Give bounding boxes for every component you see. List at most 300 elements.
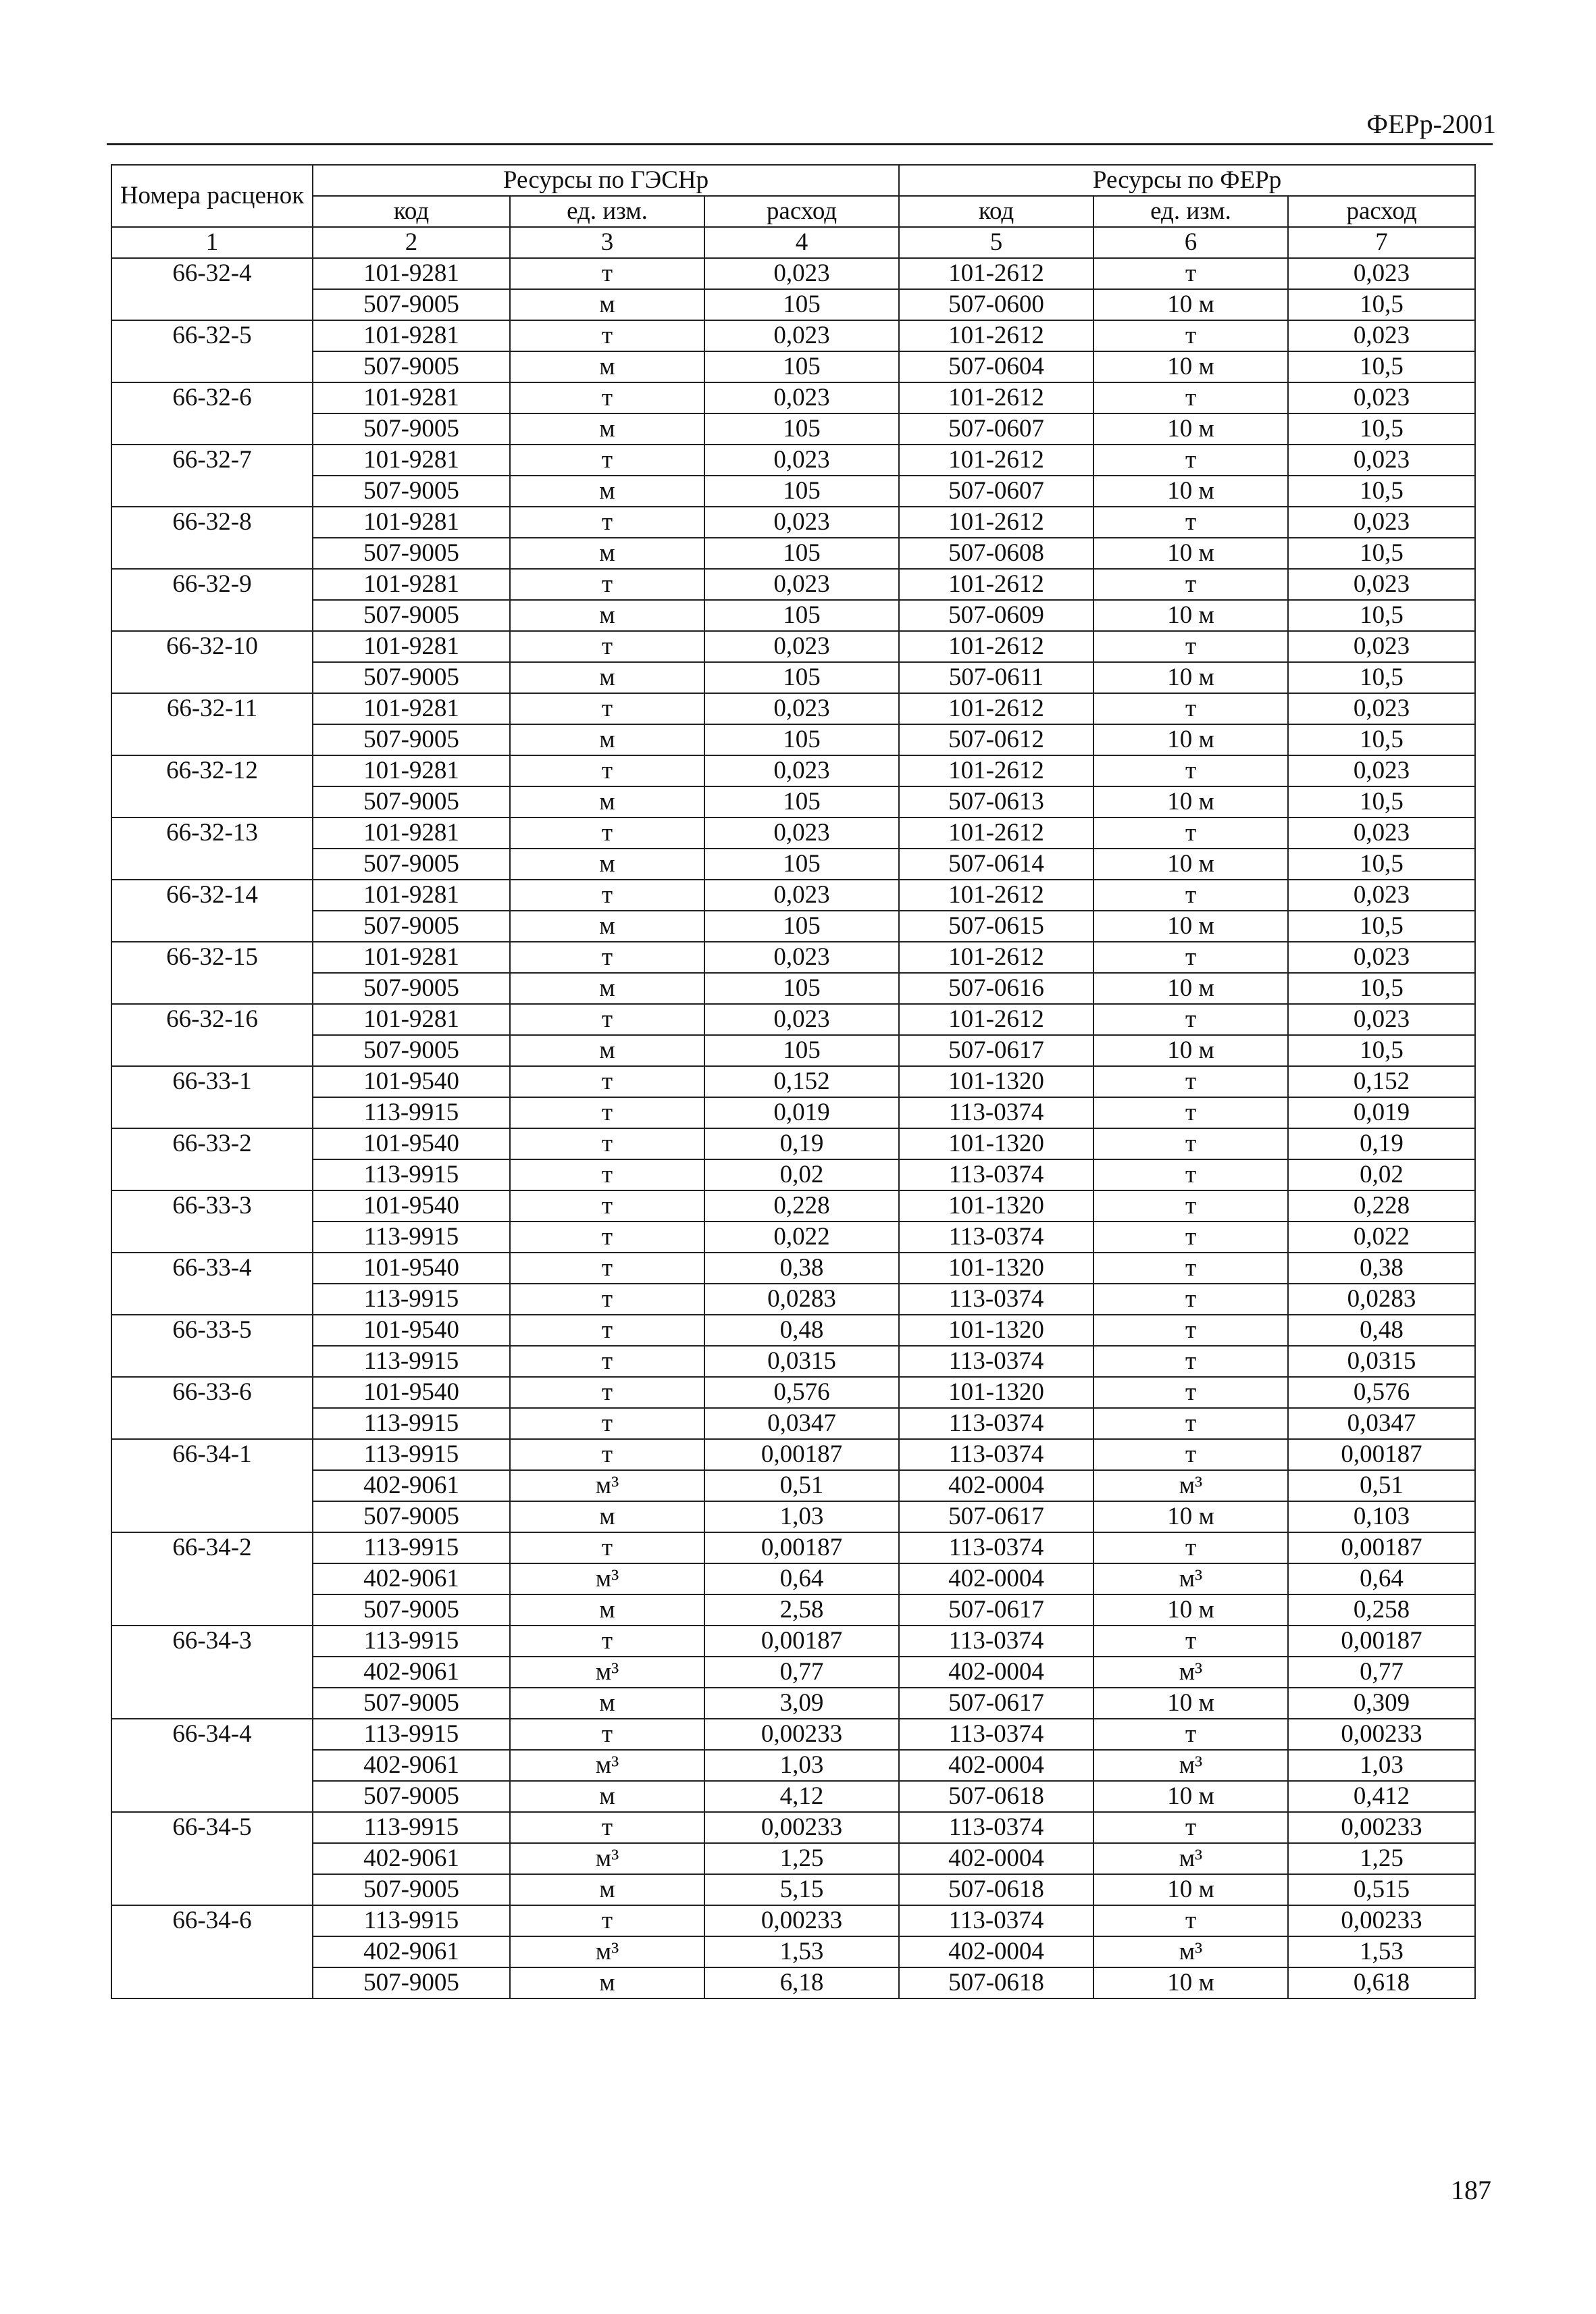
fer-unit-cell: т [1093,1190,1288,1222]
table-row [111,1284,1475,1315]
table-row [111,1719,1475,1750]
gesn-unit-cell: т [510,1159,704,1190]
rate-number-cell: 66-32-16 [111,1004,313,1066]
fer-unit-cell: т [1093,1812,1288,1843]
gesn-code-cell: 101-9540 [313,1190,510,1222]
gesn-code-cell: 101-9281 [313,880,510,911]
gesn-code-cell: 101-9281 [313,320,510,351]
rate-number-cell: 66-33-3 [111,1190,313,1253]
fer-amount-cell: 0,02 [1288,1159,1475,1190]
fer-unit-cell: т [1093,507,1288,538]
fer-amount-cell: 0,00233 [1288,1905,1475,1936]
gesn-unit-cell: т [510,942,704,973]
rate-number-cell: 66-32-8 [111,507,313,569]
gesn-amount-cell: 105 [704,289,899,320]
rate-number-cell: 66-32-6 [111,382,313,445]
gesn-code-cell: 101-9281 [313,1004,510,1035]
fer-code-cell: 402-0004 [899,1470,1093,1501]
fer-amount-cell: 1,25 [1288,1843,1475,1874]
gesn-unit-cell: т [510,1626,704,1657]
fer-amount-cell: 0,023 [1288,320,1475,351]
fer-code-cell: 113-0374 [899,1159,1093,1190]
table-row [111,600,1475,631]
rate-number-cell: 66-33-4 [111,1253,313,1315]
fer-code-cell: 507-0609 [899,600,1093,631]
head-gesn-resources: Ресурсы по ГЭСНр [313,165,899,196]
gesn-code-cell: 113-9915 [313,1532,510,1563]
table-row [111,538,1475,569]
gesn-code-cell: 507-9005 [313,911,510,942]
table-row [111,1657,1475,1688]
gesn-amount-cell: 105 [704,849,899,880]
fer-code-cell: 101-2612 [899,382,1093,413]
fer-amount-cell: 0,103 [1288,1501,1475,1532]
fer-code-cell: 113-0374 [899,1408,1093,1439]
table-row [111,1532,1475,1563]
gesn-code-cell: 507-9005 [313,849,510,880]
gesn-unit-cell: т [510,1439,704,1470]
gesn-amount-cell: 1,25 [704,1843,899,1874]
gesn-amount-cell: 0,19 [704,1128,899,1159]
fer-amount-cell: 0,023 [1288,1004,1475,1035]
fer-amount-cell: 0,0315 [1288,1346,1475,1377]
fer-unit-cell: 10 м [1093,1035,1288,1066]
head-gesn-unit: ед. изм. [510,196,704,227]
gesn-unit-cell: т [510,1905,704,1936]
table-row [111,693,1475,724]
table-row [111,755,1475,786]
gesn-unit-cell: т [510,1408,704,1439]
gesn-code-cell: 113-9915 [313,1408,510,1439]
fer-unit-cell: м³ [1093,1843,1288,1874]
fer-unit-cell: 10 м [1093,1781,1288,1812]
table-row [111,351,1475,382]
fer-code-cell: 507-0611 [899,662,1093,693]
fer-code-cell: 507-0607 [899,476,1093,507]
fer-amount-cell: 0,023 [1288,569,1475,600]
fer-unit-cell: т [1093,382,1288,413]
gesn-unit-cell: т [510,693,704,724]
fer-unit-cell: т [1093,1128,1288,1159]
gesn-amount-cell: 0,023 [704,258,899,289]
gesn-amount-cell: 105 [704,476,899,507]
fer-code-cell: 507-0618 [899,1874,1093,1905]
gesn-unit-cell: т [510,1346,704,1377]
fer-unit-cell: м³ [1093,1657,1288,1688]
fer-amount-cell: 0,023 [1288,880,1475,911]
fer-code-cell: 101-2612 [899,755,1093,786]
table-row [111,476,1475,507]
fer-code-cell: 507-0618 [899,1781,1093,1812]
gesn-unit-cell: м [510,1874,704,1905]
table-row [111,1563,1475,1594]
fer-unit-cell: т [1093,1315,1288,1346]
gesn-amount-cell: 105 [704,911,899,942]
table-row [111,1626,1475,1657]
fer-amount-cell: 0,77 [1288,1657,1475,1688]
gesn-amount-cell: 105 [704,724,899,755]
gesn-unit-cell: м [510,351,704,382]
gesn-unit-cell: т [510,1128,704,1159]
rate-number-cell: 66-33-2 [111,1128,313,1190]
fer-amount-cell: 0,152 [1288,1066,1475,1097]
table-row [111,1905,1475,1936]
gesn-code-cell: 402-9061 [313,1936,510,1967]
fer-amount-cell: 10,5 [1288,786,1475,818]
gesn-code-cell: 507-9005 [313,413,510,445]
gesn-code-cell: 101-9281 [313,569,510,600]
gesn-amount-cell: 0,00187 [704,1439,899,1470]
gesn-amount-cell: 0,00233 [704,1905,899,1936]
gesn-amount-cell: 105 [704,538,899,569]
gesn-amount-cell: 0,023 [704,755,899,786]
gesn-amount-cell: 105 [704,973,899,1004]
gesn-unit-cell: т [510,1377,704,1408]
gesn-code-cell: 101-9540 [313,1315,510,1346]
gesn-amount-cell: 0,023 [704,320,899,351]
gesn-code-cell: 101-9540 [313,1253,510,1284]
header-rule [107,143,1493,145]
rate-number-cell: 66-34-2 [111,1532,313,1626]
fer-amount-cell: 0,515 [1288,1874,1475,1905]
fer-code-cell: 101-2612 [899,818,1093,849]
table-row [111,724,1475,755]
table-row [111,880,1475,911]
gesn-amount-cell: 1,53 [704,1936,899,1967]
fer-amount-cell: 0,023 [1288,755,1475,786]
fer-unit-cell: т [1093,631,1288,662]
fer-unit-cell: т [1093,1905,1288,1936]
gesn-amount-cell: 105 [704,600,899,631]
gesn-unit-cell: т [510,507,704,538]
fer-code-cell: 101-2612 [899,507,1093,538]
fer-amount-cell: 0,022 [1288,1222,1475,1253]
fer-unit-cell: 10 м [1093,662,1288,693]
gesn-amount-cell: 0,00233 [704,1812,899,1843]
gesn-unit-cell: м³ [510,1657,704,1688]
gesn-amount-cell: 0,023 [704,942,899,973]
table-row [111,1097,1475,1128]
table-row [111,1812,1475,1843]
gesn-code-cell: 507-9005 [313,1688,510,1719]
table-row [111,849,1475,880]
fer-amount-cell: 10,5 [1288,476,1475,507]
gesn-code-cell: 101-9281 [313,693,510,724]
column-number-row [111,227,1475,258]
gesn-code-cell: 507-9005 [313,1967,510,1998]
fer-unit-cell: т [1093,755,1288,786]
gesn-amount-cell: 105 [704,662,899,693]
gesn-unit-cell: т [510,818,704,849]
table-row [111,1843,1475,1874]
fer-amount-cell: 0,023 [1288,258,1475,289]
table-row [111,818,1475,849]
gesn-code-cell: 507-9005 [313,1035,510,1066]
gesn-code-cell: 113-9915 [313,1719,510,1750]
fer-code-cell: 113-0374 [899,1626,1093,1657]
fer-amount-cell: 10,5 [1288,351,1475,382]
gesn-amount-cell: 105 [704,413,899,445]
fer-code-cell: 402-0004 [899,1936,1093,1967]
gesn-code-cell: 101-9540 [313,1377,510,1408]
fer-amount-cell: 0,618 [1288,1967,1475,1998]
gesn-amount-cell: 0,023 [704,693,899,724]
gesn-amount-cell: 0,019 [704,1097,899,1128]
fer-unit-cell: т [1093,1253,1288,1284]
rate-number-cell: 66-32-10 [111,631,313,693]
fer-unit-cell: 10 м [1093,1874,1288,1905]
fer-amount-cell: 1,53 [1288,1936,1475,1967]
fer-code-cell: 101-2612 [899,631,1093,662]
column-number: 1 [111,227,313,258]
gesn-code-cell: 113-9915 [313,1159,510,1190]
fer-amount-cell: 0,38 [1288,1253,1475,1284]
gesn-code-cell: 113-9915 [313,1905,510,1936]
gesn-unit-cell: м [510,724,704,755]
gesn-amount-cell: 105 [704,351,899,382]
rate-number-cell: 66-34-3 [111,1626,313,1719]
fer-amount-cell: 0,258 [1288,1594,1475,1626]
gesn-unit-cell: м [510,1035,704,1066]
rate-number-cell: 66-32-5 [111,320,313,382]
fer-amount-cell: 10,5 [1288,724,1475,755]
fer-unit-cell: т [1093,1284,1288,1315]
gesn-amount-cell: 105 [704,786,899,818]
table-row [111,445,1475,476]
fer-amount-cell: 0,228 [1288,1190,1475,1222]
fer-unit-cell: 10 м [1093,1501,1288,1532]
gesn-unit-cell: м [510,662,704,693]
table-row [111,942,1475,973]
table-row [111,1594,1475,1626]
gesn-amount-cell: 1,03 [704,1750,899,1781]
gesn-code-cell: 507-9005 [313,973,510,1004]
gesn-amount-cell: 0,228 [704,1190,899,1222]
fer-code-cell: 507-0616 [899,973,1093,1004]
fer-unit-cell: 10 м [1093,351,1288,382]
table-row [111,1750,1475,1781]
fer-code-cell: 101-1320 [899,1066,1093,1097]
gesn-code-cell: 402-9061 [313,1657,510,1688]
gesn-unit-cell: т [510,1097,704,1128]
column-number: 4 [704,227,899,258]
gesn-code-cell: 507-9005 [313,351,510,382]
gesn-code-cell: 507-9005 [313,1594,510,1626]
fer-amount-cell: 0,00233 [1288,1719,1475,1750]
fer-code-cell: 101-2612 [899,693,1093,724]
rate-number-cell: 66-33-6 [111,1377,313,1439]
table-row [111,289,1475,320]
document-code: ФЕРр-2001 [1366,109,1496,139]
fer-amount-cell: 10,5 [1288,413,1475,445]
gesn-code-cell: 113-9915 [313,1346,510,1377]
gesn-code-cell: 101-9281 [313,382,510,413]
gesn-amount-cell: 0,576 [704,1377,899,1408]
gesn-unit-cell: т [510,1812,704,1843]
gesn-unit-cell: т [510,1719,704,1750]
fer-unit-cell: м³ [1093,1750,1288,1781]
fer-amount-cell: 0,023 [1288,507,1475,538]
gesn-unit-cell: м [510,1501,704,1532]
gesn-amount-cell: 6,18 [704,1967,899,1998]
gesn-amount-cell: 5,15 [704,1874,899,1905]
table-row [111,1377,1475,1408]
fer-code-cell: 101-1320 [899,1253,1093,1284]
table-row [111,1066,1475,1097]
fer-amount-cell: 0,51 [1288,1470,1475,1501]
page-number: 187 [1451,2175,1491,2205]
gesn-unit-cell: т [510,382,704,413]
gesn-code-cell: 113-9915 [313,1439,510,1470]
gesn-amount-cell: 0,00187 [704,1626,899,1657]
fer-unit-cell: т [1093,818,1288,849]
gesn-amount-cell: 1,03 [704,1501,899,1532]
table-row [111,1936,1475,1967]
fer-unit-cell: т [1093,1097,1288,1128]
gesn-code-cell: 507-9005 [313,476,510,507]
fer-unit-cell: т [1093,320,1288,351]
gesn-amount-cell: 0,022 [704,1222,899,1253]
fer-amount-cell: 0,023 [1288,631,1475,662]
fer-unit-cell: т [1093,693,1288,724]
fer-amount-cell: 0,48 [1288,1315,1475,1346]
fer-amount-cell: 0,309 [1288,1688,1475,1719]
gesn-amount-cell: 0,023 [704,382,899,413]
gesn-code-cell: 507-9005 [313,786,510,818]
rate-number-cell: 66-32-13 [111,818,313,880]
fer-unit-cell: т [1093,1408,1288,1439]
gesn-amount-cell: 0,023 [704,818,899,849]
table-row [111,1004,1475,1035]
rate-number-cell: 66-32-7 [111,445,313,507]
fer-amount-cell: 0,023 [1288,693,1475,724]
gesn-unit-cell: м³ [510,1936,704,1967]
fer-code-cell: 113-0374 [899,1222,1093,1253]
resources-table [111,164,1476,1999]
gesn-unit-cell: м³ [510,1470,704,1501]
gesn-code-cell: 101-9281 [313,445,510,476]
table-row [111,662,1475,693]
gesn-unit-cell: т [510,1253,704,1284]
table-row [111,1346,1475,1377]
gesn-unit-cell: т [510,755,704,786]
rate-number-cell: 66-34-5 [111,1812,313,1905]
table-row [111,1874,1475,1905]
gesn-code-cell: 113-9915 [313,1812,510,1843]
fer-unit-cell: 10 м [1093,911,1288,942]
gesn-unit-cell: т [510,1066,704,1097]
gesn-code-cell: 507-9005 [313,1874,510,1905]
table-row [111,413,1475,445]
fer-unit-cell: 10 м [1093,849,1288,880]
fer-amount-cell: 0,023 [1288,942,1475,973]
fer-amount-cell: 10,5 [1288,911,1475,942]
fer-unit-cell: т [1093,1377,1288,1408]
gesn-code-cell: 101-9540 [313,1128,510,1159]
fer-unit-cell: т [1093,942,1288,973]
fer-amount-cell: 10,5 [1288,1035,1475,1066]
fer-code-cell: 507-0617 [899,1035,1093,1066]
gesn-unit-cell: м [510,1688,704,1719]
gesn-code-cell: 101-9281 [313,258,510,289]
fer-unit-cell: т [1093,880,1288,911]
table-row [111,1159,1475,1190]
fer-amount-cell: 0,19 [1288,1128,1475,1159]
gesn-amount-cell: 0,0315 [704,1346,899,1377]
fer-code-cell: 507-0607 [899,413,1093,445]
fer-code-cell: 507-0612 [899,724,1093,755]
fer-unit-cell: т [1093,1222,1288,1253]
table-row [111,1439,1475,1470]
table-row [111,1315,1475,1346]
gesn-unit-cell: м³ [510,1563,704,1594]
table-row [111,382,1475,413]
gesn-unit-cell: м [510,1781,704,1812]
rate-number-cell: 66-32-4 [111,258,313,320]
table-row [111,1501,1475,1532]
fer-code-cell: 402-0004 [899,1563,1093,1594]
gesn-unit-cell: м³ [510,1843,704,1874]
fer-amount-cell: 0,64 [1288,1563,1475,1594]
fer-code-cell: 507-0613 [899,786,1093,818]
table-body [111,258,1475,1998]
fer-amount-cell: 10,5 [1288,289,1475,320]
fer-unit-cell: т [1093,1004,1288,1035]
fer-code-cell: 113-0374 [899,1719,1093,1750]
table-row [111,1190,1475,1222]
fer-code-cell: 113-0374 [899,1532,1093,1563]
column-number: 6 [1093,227,1288,258]
gesn-code-cell: 507-9005 [313,538,510,569]
gesn-code-cell: 101-9540 [313,1066,510,1097]
fer-code-cell: 507-0608 [899,538,1093,569]
fer-amount-cell: 10,5 [1288,973,1475,1004]
fer-code-cell: 101-1320 [899,1128,1093,1159]
gesn-unit-cell: м³ [510,1750,704,1781]
fer-unit-cell: т [1093,1346,1288,1377]
table-row [111,631,1475,662]
table-row [111,569,1475,600]
fer-unit-cell: 10 м [1093,476,1288,507]
fer-code-cell: 402-0004 [899,1843,1093,1874]
table-row [111,320,1475,351]
gesn-amount-cell: 0,48 [704,1315,899,1346]
fer-code-cell: 402-0004 [899,1657,1093,1688]
fer-unit-cell: 10 м [1093,538,1288,569]
fer-amount-cell: 0,576 [1288,1377,1475,1408]
fer-unit-cell: 10 м [1093,1688,1288,1719]
column-number: 7 [1288,227,1475,258]
gesn-unit-cell: т [510,320,704,351]
fer-amount-cell: 1,03 [1288,1750,1475,1781]
gesn-code-cell: 113-9915 [313,1284,510,1315]
head-rate-numbers: Номера расценок [111,165,313,227]
table-row [111,1967,1475,1998]
rate-number-cell: 66-34-1 [111,1439,313,1532]
head-fer-amount: расход [1288,196,1475,227]
fer-amount-cell: 0,00187 [1288,1439,1475,1470]
gesn-unit-cell: м [510,1967,704,1998]
fer-amount-cell: 0,00187 [1288,1532,1475,1563]
gesn-amount-cell: 105 [704,1035,899,1066]
gesn-amount-cell: 4,12 [704,1781,899,1812]
gesn-amount-cell: 0,00187 [704,1532,899,1563]
rate-number-cell: 66-32-11 [111,693,313,755]
fer-amount-cell: 0,412 [1288,1781,1475,1812]
head-gesn-amount: расход [704,196,899,227]
gesn-amount-cell: 2,58 [704,1594,899,1626]
gesn-unit-cell: т [510,1315,704,1346]
